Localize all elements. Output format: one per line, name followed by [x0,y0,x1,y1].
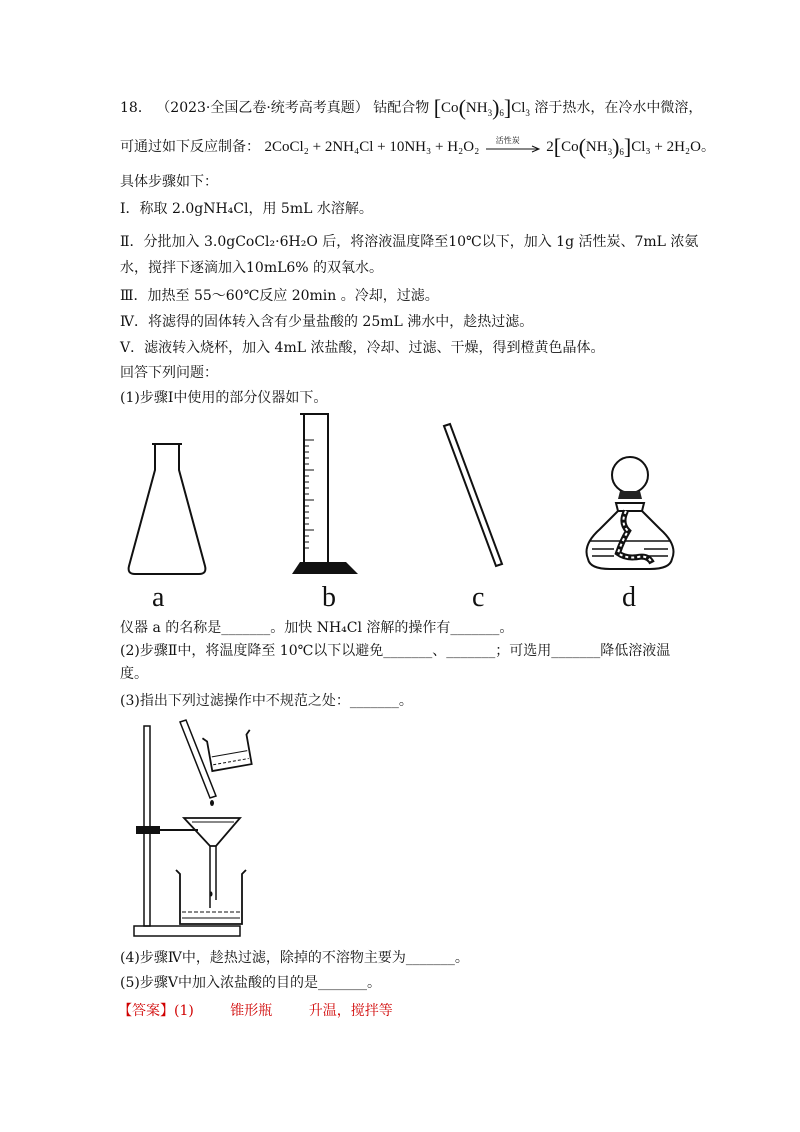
line2-prefix: 可通过如下反应制备： [120,139,260,155]
label-b: b [322,582,336,613]
graduated-cylinder-icon [290,410,370,580]
question-line-1 [120,95,703,123]
reaction-left: 2CoCl₂ + 2NH₄Cl + 10NH₃ + H₂O₂ [264,139,480,155]
step-5: Ⅴ．滤液转入烧杯，加入 4mL 浓盐酸，冷却、过滤、干燥，得到橙黄色晶体。 [120,340,605,356]
question-3: (3)指出下列过滤操作中不规范之处：_______。 [120,693,413,709]
reaction-line: 可通过如下反应制备： 2CoCl₂ + 2NH₄Cl + 10NH₃ + H₂O₂ 活性炭 $2[Co(NH_3)_6]Cl_3 + 2H_2O$。 [120,137,715,162]
step-4: Ⅳ．将滤得的固体转入含有少量盐酸的 25mL 沸水中，趁热过滤。 [120,314,534,330]
question-4: (4)步骤Ⅳ中，趁热过滤，除掉的不溶物主要为_______。 [120,950,469,966]
reaction-right-complex: $[Co(NH_3)_6]$ [553,134,632,159]
question-2b: 度。 [120,666,148,682]
filtration-apparatus-icon [130,718,270,938]
label-c: c [472,582,485,613]
answer-row [118,1001,393,1021]
steps-heading: 具体步骤如下： [120,174,218,190]
reaction-arrow [484,137,542,157]
question-1-text: 仪器 a 的名称是_______。加快 NH₄Cl 溶解的操作有_______。 [120,620,514,636]
answer-label: 【答案】(1) [118,1003,194,1019]
arrow-condition: 活性炭 [495,136,520,145]
question-number: 18． [120,100,152,116]
erlenmeyer-flask-icon [125,440,225,580]
answer-1: 锥形瓶 [230,1003,273,1019]
question-source: （2023·全国乙卷·统考高考真题） [156,100,369,116]
question-2a: (2)步骤Ⅱ中，将温度降至 10℃以下以避免_______、_______；可选用_______降低溶液温 [120,643,671,659]
step-2b: 水，搅拌下逐滴加入10mL6% 的双氧水。 [120,260,384,276]
label-d: d [622,582,636,613]
step-2a: Ⅱ．分批加入 3.0gCoCl₂·6H₂O 后，将溶液温度降至10℃以下，加入 1g 活性炭、7mL 浓氨 [120,234,699,250]
reaction-right-coef: 2 [546,139,554,155]
alcohol-lamp-icon [580,455,680,575]
label-a: a [152,582,165,613]
arrow-icon [484,137,542,157]
step-3: Ⅲ．加热至 55～60℃反应 20min 。冷却，过滤。 [120,288,439,304]
answer-2: 升温，搅拌等 [308,1003,393,1019]
complex-formula: $[Co(NH_3)_6]Cl_3$ [433,95,530,120]
question-5: (5)步骤Ⅴ中加入浓盐酸的目的是_______。 [120,975,381,991]
reaction-right-tail: Cl₃ + 2H₂O [631,139,701,155]
intro-text: 溶于热水，在冷水中微溶， [534,100,703,116]
answer-heading: 回答下列问题： [120,365,218,381]
question-1: (1)步骤Ⅰ中使用的部分仪器如下。 [120,390,328,406]
step-1: Ⅰ．称取 2.0gNH₄Cl，用 5mL 水溶解。 [120,201,373,217]
compound-prefix: 钴配合物 [373,100,430,116]
glass-rod-icon [440,422,510,572]
